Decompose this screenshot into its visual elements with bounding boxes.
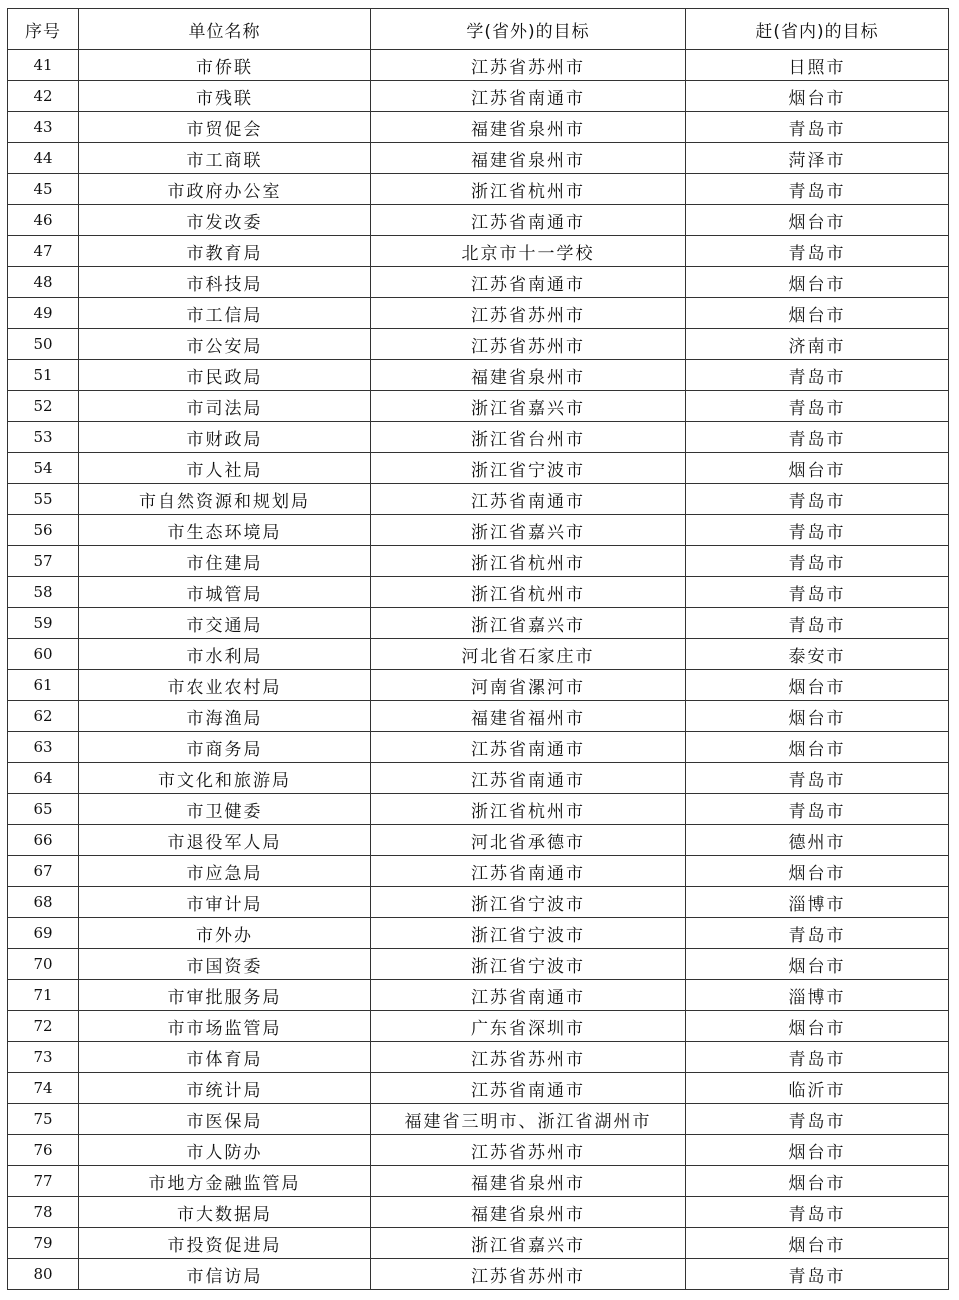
header-inside-province-target: 赶(省内)的目标 <box>686 9 949 50</box>
table-row <box>8 670 949 701</box>
table-header-row <box>8 9 949 50</box>
unit-name-cell: 市人社局 <box>79 453 371 484</box>
unit-name-cell: 市住建局 <box>79 546 371 577</box>
serial-number-cell: 63 <box>8 732 79 763</box>
outside-province-target-cell: 江苏省南通市 <box>371 81 686 112</box>
table-row <box>8 546 949 577</box>
inside-province-target-cell: 青岛市 <box>686 515 949 546</box>
outside-province-target-cell: 江苏省苏州市 <box>371 1135 686 1166</box>
serial-number-cell: 68 <box>8 887 79 918</box>
outside-province-target-cell: 福建省福州市 <box>371 701 686 732</box>
header-unit-name: 单位名称 <box>79 9 371 50</box>
table-row <box>8 608 949 639</box>
outside-province-target-cell: 河北省石家庄市 <box>371 639 686 670</box>
unit-name-cell: 市残联 <box>79 81 371 112</box>
serial-number-cell: 69 <box>8 918 79 949</box>
inside-province-target-cell: 青岛市 <box>686 1259 949 1290</box>
unit-name-cell: 市自然资源和规划局 <box>79 484 371 515</box>
targets-table <box>7 8 949 1290</box>
table-row <box>8 81 949 112</box>
outside-province-target-cell: 江苏省南通市 <box>371 763 686 794</box>
inside-province-target-cell: 烟台市 <box>686 267 949 298</box>
unit-name-cell: 市发改委 <box>79 205 371 236</box>
serial-number-cell: 41 <box>8 50 79 81</box>
unit-name-cell: 市地方金融监管局 <box>79 1166 371 1197</box>
inside-province-target-cell: 烟台市 <box>686 298 949 329</box>
outside-province-target-cell: 江苏省苏州市 <box>371 298 686 329</box>
table-row <box>8 1259 949 1290</box>
table-row <box>8 1073 949 1104</box>
outside-province-target-cell: 浙江省宁波市 <box>371 949 686 980</box>
inside-province-target-cell: 青岛市 <box>686 391 949 422</box>
unit-name-cell: 市工商联 <box>79 143 371 174</box>
serial-number-cell: 57 <box>8 546 79 577</box>
table-row <box>8 732 949 763</box>
serial-number-cell: 75 <box>8 1104 79 1135</box>
outside-province-target-cell: 浙江省嘉兴市 <box>371 1228 686 1259</box>
outside-province-target-cell: 福建省泉州市 <box>371 360 686 391</box>
table-row <box>8 205 949 236</box>
table-row <box>8 329 949 360</box>
table-row <box>8 1197 949 1228</box>
unit-name-cell: 市大数据局 <box>79 1197 371 1228</box>
unit-name-cell: 市卫健委 <box>79 794 371 825</box>
inside-province-target-cell: 青岛市 <box>686 422 949 453</box>
table-row <box>8 515 949 546</box>
inside-province-target-cell: 烟台市 <box>686 1135 949 1166</box>
inside-province-target-cell: 烟台市 <box>686 1166 949 1197</box>
serial-number-cell: 55 <box>8 484 79 515</box>
unit-name-cell: 市商务局 <box>79 732 371 763</box>
unit-name-cell: 市科技局 <box>79 267 371 298</box>
inside-province-target-cell: 烟台市 <box>686 205 949 236</box>
table-row <box>8 267 949 298</box>
table-row <box>8 763 949 794</box>
table-row <box>8 391 949 422</box>
outside-province-target-cell: 江苏省南通市 <box>371 1073 686 1104</box>
unit-name-cell: 市文化和旅游局 <box>79 763 371 794</box>
unit-name-cell: 市贸促会 <box>79 112 371 143</box>
table-row <box>8 949 949 980</box>
outside-province-target-cell: 北京市十一学校 <box>371 236 686 267</box>
inside-province-target-cell: 烟台市 <box>686 1011 949 1042</box>
unit-name-cell: 市工信局 <box>79 298 371 329</box>
outside-province-target-cell: 江苏省苏州市 <box>371 50 686 81</box>
inside-province-target-cell: 淄博市 <box>686 980 949 1011</box>
unit-name-cell: 市退役军人局 <box>79 825 371 856</box>
outside-province-target-cell: 广东省深圳市 <box>371 1011 686 1042</box>
inside-province-target-cell: 烟台市 <box>686 732 949 763</box>
table-row <box>8 143 949 174</box>
unit-name-cell: 市水利局 <box>79 639 371 670</box>
table-row <box>8 112 949 143</box>
outside-province-target-cell: 江苏省南通市 <box>371 980 686 1011</box>
serial-number-cell: 50 <box>8 329 79 360</box>
serial-number-cell: 74 <box>8 1073 79 1104</box>
outside-province-target-cell: 江苏省南通市 <box>371 856 686 887</box>
table-row <box>8 50 949 81</box>
table-row <box>8 577 949 608</box>
table-row <box>8 980 949 1011</box>
unit-name-cell: 市农业农村局 <box>79 670 371 701</box>
unit-name-cell: 市教育局 <box>79 236 371 267</box>
unit-name-cell: 市投资促进局 <box>79 1228 371 1259</box>
outside-province-target-cell: 浙江省嘉兴市 <box>371 515 686 546</box>
outside-province-target-cell: 江苏省南通市 <box>371 732 686 763</box>
outside-province-target-cell: 浙江省嘉兴市 <box>371 391 686 422</box>
table-row <box>8 453 949 484</box>
outside-province-target-cell: 浙江省宁波市 <box>371 453 686 484</box>
table-row <box>8 701 949 732</box>
serial-number-cell: 72 <box>8 1011 79 1042</box>
inside-province-target-cell: 烟台市 <box>686 949 949 980</box>
inside-province-target-cell: 菏泽市 <box>686 143 949 174</box>
inside-province-target-cell: 日照市 <box>686 50 949 81</box>
inside-province-target-cell: 烟台市 <box>686 81 949 112</box>
unit-name-cell: 市信访局 <box>79 1259 371 1290</box>
outside-province-target-cell: 福建省三明市、浙江省湖州市 <box>371 1104 686 1135</box>
header-outside-province-target: 学(省外)的目标 <box>371 9 686 50</box>
serial-number-cell: 78 <box>8 1197 79 1228</box>
unit-name-cell: 市统计局 <box>79 1073 371 1104</box>
serial-number-cell: 53 <box>8 422 79 453</box>
inside-province-target-cell: 青岛市 <box>686 112 949 143</box>
inside-province-target-cell: 烟台市 <box>686 453 949 484</box>
inside-province-target-cell: 德州市 <box>686 825 949 856</box>
table-row <box>8 360 949 391</box>
serial-number-cell: 58 <box>8 577 79 608</box>
outside-province-target-cell: 河南省漯河市 <box>371 670 686 701</box>
unit-name-cell: 市体育局 <box>79 1042 371 1073</box>
inside-province-target-cell: 青岛市 <box>686 360 949 391</box>
unit-name-cell: 市城管局 <box>79 577 371 608</box>
serial-number-cell: 48 <box>8 267 79 298</box>
unit-name-cell: 市审批服务局 <box>79 980 371 1011</box>
serial-number-cell: 42 <box>8 81 79 112</box>
serial-number-cell: 51 <box>8 360 79 391</box>
table-row <box>8 1166 949 1197</box>
unit-name-cell: 市外办 <box>79 918 371 949</box>
table-row <box>8 174 949 205</box>
unit-name-cell: 市财政局 <box>79 422 371 453</box>
table-row <box>8 422 949 453</box>
table-row <box>8 1104 949 1135</box>
inside-province-target-cell: 烟台市 <box>686 701 949 732</box>
serial-number-cell: 71 <box>8 980 79 1011</box>
unit-name-cell: 市公安局 <box>79 329 371 360</box>
table-row <box>8 298 949 329</box>
serial-number-cell: 79 <box>8 1228 79 1259</box>
unit-name-cell: 市国资委 <box>79 949 371 980</box>
inside-province-target-cell: 烟台市 <box>686 856 949 887</box>
serial-number-cell: 46 <box>8 205 79 236</box>
serial-number-cell: 47 <box>8 236 79 267</box>
inside-province-target-cell: 青岛市 <box>686 794 949 825</box>
table-row <box>8 918 949 949</box>
unit-name-cell: 市侨联 <box>79 50 371 81</box>
serial-number-cell: 45 <box>8 174 79 205</box>
unit-name-cell: 市生态环境局 <box>79 515 371 546</box>
inside-province-target-cell: 青岛市 <box>686 1197 949 1228</box>
outside-province-target-cell: 江苏省苏州市 <box>371 329 686 360</box>
outside-province-target-cell: 浙江省杭州市 <box>371 174 686 205</box>
serial-number-cell: 56 <box>8 515 79 546</box>
unit-name-cell: 市市场监管局 <box>79 1011 371 1042</box>
unit-name-cell: 市交通局 <box>79 608 371 639</box>
table-row <box>8 887 949 918</box>
outside-province-target-cell: 浙江省杭州市 <box>371 546 686 577</box>
serial-number-cell: 44 <box>8 143 79 174</box>
unit-name-cell: 市人防办 <box>79 1135 371 1166</box>
unit-name-cell: 市应急局 <box>79 856 371 887</box>
outside-province-target-cell: 福建省泉州市 <box>371 143 686 174</box>
serial-number-cell: 43 <box>8 112 79 143</box>
unit-name-cell: 市政府办公室 <box>79 174 371 205</box>
inside-province-target-cell: 淄博市 <box>686 887 949 918</box>
outside-province-target-cell: 浙江省杭州市 <box>371 577 686 608</box>
serial-number-cell: 64 <box>8 763 79 794</box>
table-row <box>8 1228 949 1259</box>
outside-province-target-cell: 江苏省南通市 <box>371 267 686 298</box>
serial-number-cell: 70 <box>8 949 79 980</box>
inside-province-target-cell: 临沂市 <box>686 1073 949 1104</box>
table-row <box>8 1135 949 1166</box>
inside-province-target-cell: 济南市 <box>686 329 949 360</box>
outside-province-target-cell: 浙江省嘉兴市 <box>371 608 686 639</box>
outside-province-target-cell: 江苏省苏州市 <box>371 1259 686 1290</box>
outside-province-target-cell: 河北省承德市 <box>371 825 686 856</box>
targets-table-container <box>7 8 949 1290</box>
unit-name-cell: 市医保局 <box>79 1104 371 1135</box>
serial-number-cell: 52 <box>8 391 79 422</box>
inside-province-target-cell: 烟台市 <box>686 1228 949 1259</box>
serial-number-cell: 73 <box>8 1042 79 1073</box>
serial-number-cell: 76 <box>8 1135 79 1166</box>
serial-number-cell: 59 <box>8 608 79 639</box>
outside-province-target-cell: 福建省泉州市 <box>371 1197 686 1228</box>
table-row <box>8 236 949 267</box>
inside-province-target-cell: 青岛市 <box>686 1104 949 1135</box>
outside-province-target-cell: 福建省泉州市 <box>371 112 686 143</box>
serial-number-cell: 61 <box>8 670 79 701</box>
serial-number-cell: 67 <box>8 856 79 887</box>
inside-province-target-cell: 青岛市 <box>686 484 949 515</box>
outside-province-target-cell: 福建省泉州市 <box>371 1166 686 1197</box>
outside-province-target-cell: 浙江省杭州市 <box>371 794 686 825</box>
serial-number-cell: 77 <box>8 1166 79 1197</box>
serial-number-cell: 54 <box>8 453 79 484</box>
inside-province-target-cell: 青岛市 <box>686 236 949 267</box>
unit-name-cell: 市海渔局 <box>79 701 371 732</box>
outside-province-target-cell: 浙江省宁波市 <box>371 918 686 949</box>
unit-name-cell: 市审计局 <box>79 887 371 918</box>
table-row <box>8 1042 949 1073</box>
table-body <box>8 50 949 1290</box>
outside-province-target-cell: 江苏省南通市 <box>371 205 686 236</box>
outside-province-target-cell: 浙江省宁波市 <box>371 887 686 918</box>
inside-province-target-cell: 青岛市 <box>686 763 949 794</box>
table-row <box>8 484 949 515</box>
unit-name-cell: 市民政局 <box>79 360 371 391</box>
table-row <box>8 825 949 856</box>
outside-province-target-cell: 江苏省南通市 <box>371 484 686 515</box>
serial-number-cell: 62 <box>8 701 79 732</box>
inside-province-target-cell: 青岛市 <box>686 608 949 639</box>
header-serial-number: 序号 <box>8 9 79 50</box>
table-row <box>8 794 949 825</box>
serial-number-cell: 66 <box>8 825 79 856</box>
inside-province-target-cell: 青岛市 <box>686 546 949 577</box>
inside-province-target-cell: 青岛市 <box>686 174 949 205</box>
inside-province-target-cell: 烟台市 <box>686 670 949 701</box>
inside-province-target-cell: 青岛市 <box>686 918 949 949</box>
serial-number-cell: 80 <box>8 1259 79 1290</box>
serial-number-cell: 49 <box>8 298 79 329</box>
table-row <box>8 639 949 670</box>
table-row <box>8 1011 949 1042</box>
serial-number-cell: 60 <box>8 639 79 670</box>
inside-province-target-cell: 青岛市 <box>686 1042 949 1073</box>
inside-province-target-cell: 青岛市 <box>686 577 949 608</box>
inside-province-target-cell: 泰安市 <box>686 639 949 670</box>
outside-province-target-cell: 江苏省苏州市 <box>371 1042 686 1073</box>
serial-number-cell: 65 <box>8 794 79 825</box>
table-row <box>8 856 949 887</box>
outside-province-target-cell: 浙江省台州市 <box>371 422 686 453</box>
unit-name-cell: 市司法局 <box>79 391 371 422</box>
